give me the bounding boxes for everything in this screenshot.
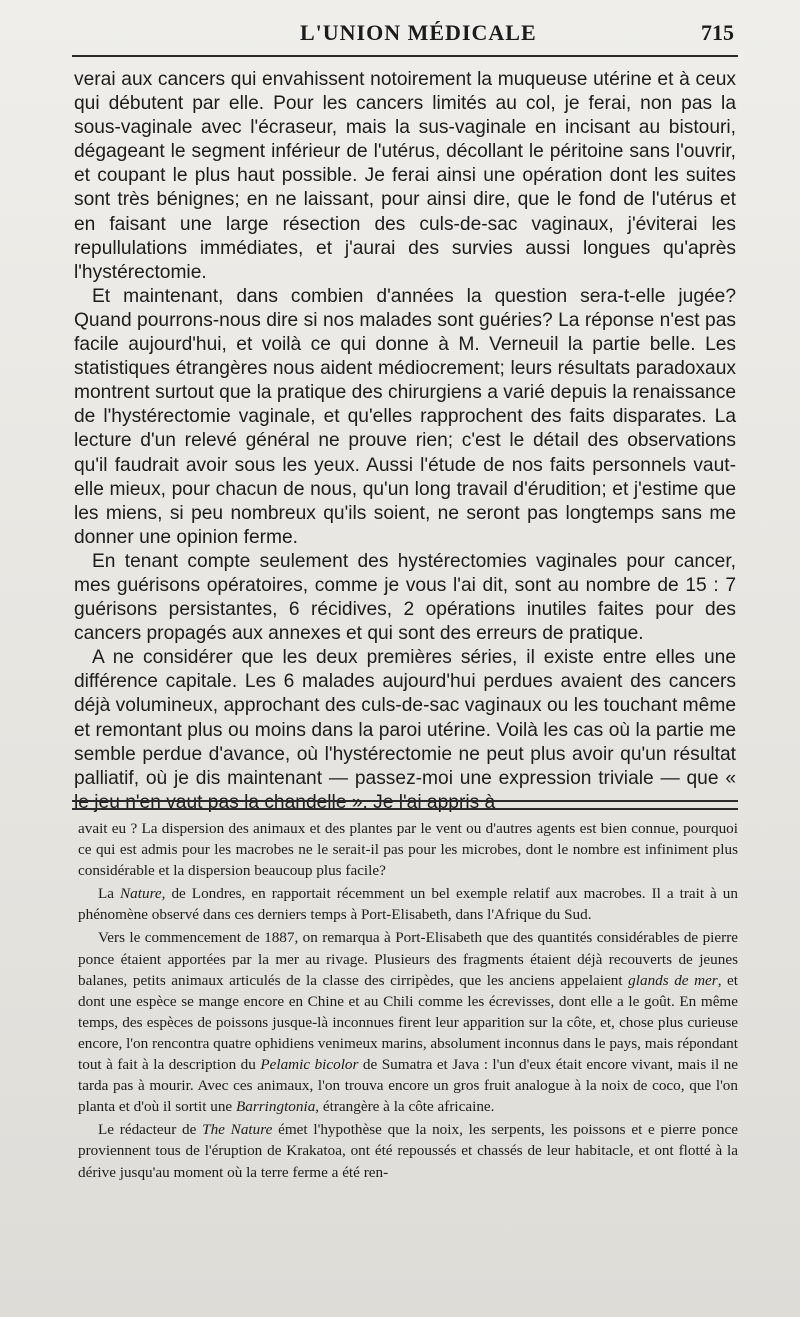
paragraph-3: En tenant compte seulement des hystérectomies vaginales pour cancer, mes guérisons opératoires, comme je vous l'ai dit, sont au nombre de 15 : 7 guérisons persistantes, 6 récidives, 2 opérations inutiles faites pour des cancers propagés aux annexes et qui sont des erreurs de pratique.	[74, 550, 736, 645]
italic-genus: Barringtonia	[235, 1098, 316, 1116]
page-number: 715	[701, 20, 734, 45]
footnote	[78, 818, 738, 1183]
text-run: , de Londres, en rapportait récemment un bel exemple relatif aux macrobes. Il a trait à un phénomène observé dans ces derniers temps à Port-Elisabeth, dans l'Afrique du Sud.	[78, 885, 738, 924]
footnote-paragraph-4	[78, 1119, 738, 1182]
text-run: de Sumatra et Java : l'un d'eux était encore vivant, mais il ne tarda pas à mourir. Avec ces animaux, l'on trouva encore un gros fruit analogue à la noix de coco, que l'on planta et d'où il sortit une	[78, 1056, 738, 1116]
text-run: émet l'hypothèse que la noix, les serpents, les poissons et e pierre ponce proviennent tous de l'éruption de Krakatoa, ont été repoussés et chassés de leur habitacle, et ont flotté à la dérive jusqu'au moment où la terre ferme a été ren-	[78, 1121, 738, 1181]
running-header	[0, 18, 800, 48]
italic-term: glands de mer	[628, 971, 718, 989]
text-run: La	[98, 885, 121, 903]
paragraph-1: verai aux cancers qui envahissent notoirement la muqueuse utérine et à ceux qui débutent par elle. Pour les cancers limités au col, je ferai, non pas la sous-vaginale avec l'écraseur, mais la sus-vaginale en incisant au bistouri, dégageant le segment inférieur de l'utérus, décollant le péritoine sans l'ouvrir, et coupant le plus haut possible. Je ferai ainsi une opération dont les suites sont très bénignes; en ne laissant, pour ainsi dire, que le fond de l'utérus et en faisant une large résection des culs-de-sac vaginaux, j'éviterai les repullulations immédiates, et j'aurai des survies aussi longues qu'après l'hystérectomie.	[74, 69, 736, 283]
footnote-paragraph-1: avait eu ? La dispersion des animaux et des plantes par le vent ou d'autres agents est bien connue, pourquoi ce qui est admis pour les macrobes ne le serait-il pas pour les microbes, dont le nombre est infiniment plus considérable et la dispersion beaucoup plus facile?	[78, 820, 738, 880]
italic-title: The Nature	[202, 1121, 273, 1139]
text-run: , étrangère à la côte africaine.	[315, 1098, 495, 1116]
footnote-separator	[72, 800, 738, 810]
italic-species: Pelamic bicolor	[260, 1056, 359, 1074]
header-rule	[72, 55, 738, 57]
main-text	[74, 68, 736, 815]
italic-title: Nature	[120, 885, 162, 903]
footnote-paragraph-3	[78, 927, 738, 1117]
footnote-paragraph-2	[78, 883, 738, 925]
text-run: , et dont une espèce se mange encore en Chine et au Chili comme les écrevisses, dont elle a le goût. En même temps, des espèces de poissons jusque-là inconnues firent leur apparition sur la côte, et, chose plus curieuse encore, l'on rencontra quatre ophidiens venimeux marins, absolument inconnus dans le pays, mais répondant tout à fait à la description du	[78, 971, 738, 1074]
text-run: Le rédacteur de	[98, 1121, 203, 1139]
text-run: Vers le commencement de 1887, on remarqua à Port-Elisabeth que des quantités considérables de pierre ponce étaient apportées par la mer au rivage. Plusieurs des fragments étaient déjà recouverts de jeunes balanes, petits animaux articulés de la classe des cirripèdes, que les anciens appelaient	[78, 929, 738, 989]
journal-title: L'UNION MÉDICALE	[300, 20, 537, 45]
paragraph-4: A ne considérer que les deux premières séries, il existe entre elles une différence capitale. Les 6 malades aujourd'hui perdues avaient des cancers déjà volumineux, approchant des culs-de-sac vaginaux ou les touchant même et remontant plus ou moins dans la paroi utérine. Voilà les cas où la partie me semble perdue d'avance, où l'hystérectomie ne peut plus avoir qu'un résultat palliatif, où je dis maintenant — passez-moi une expression triviale — que « le jeu n'en vaut pas la chandelle ». Je l'ai appris à	[74, 647, 736, 813]
paragraph-2: Et maintenant, dans combien d'années la question sera-t-elle jugée? Quand pourrons-nous dire si nos malades sont guéries? La réponse n'est pas facile aujourd'hui, et voilà ce qui donne à M. Verneuil la partie belle. Les statistiques étrangères nous aident médiocrement; leurs résultats paradoxaux montrent surtout que la pratique des chirurgiens a varié depuis la renaissance de l'hystérectomie vaginale, et qu'elles rapprochent des faits disparates. La lecture d'un relevé général ne prouve rien; c'est le détail des observations qu'il faudrait avoir sous les yeux. Aussi l'étude de nos faits personnels vaut-elle mieux, pour chacun de nous, qu'un long travail d'érudition; et j'estime que les miens, si peu nombreux qu'ils soient, ne seront pas longtemps sans me donner une opinion ferme.	[74, 285, 736, 548]
